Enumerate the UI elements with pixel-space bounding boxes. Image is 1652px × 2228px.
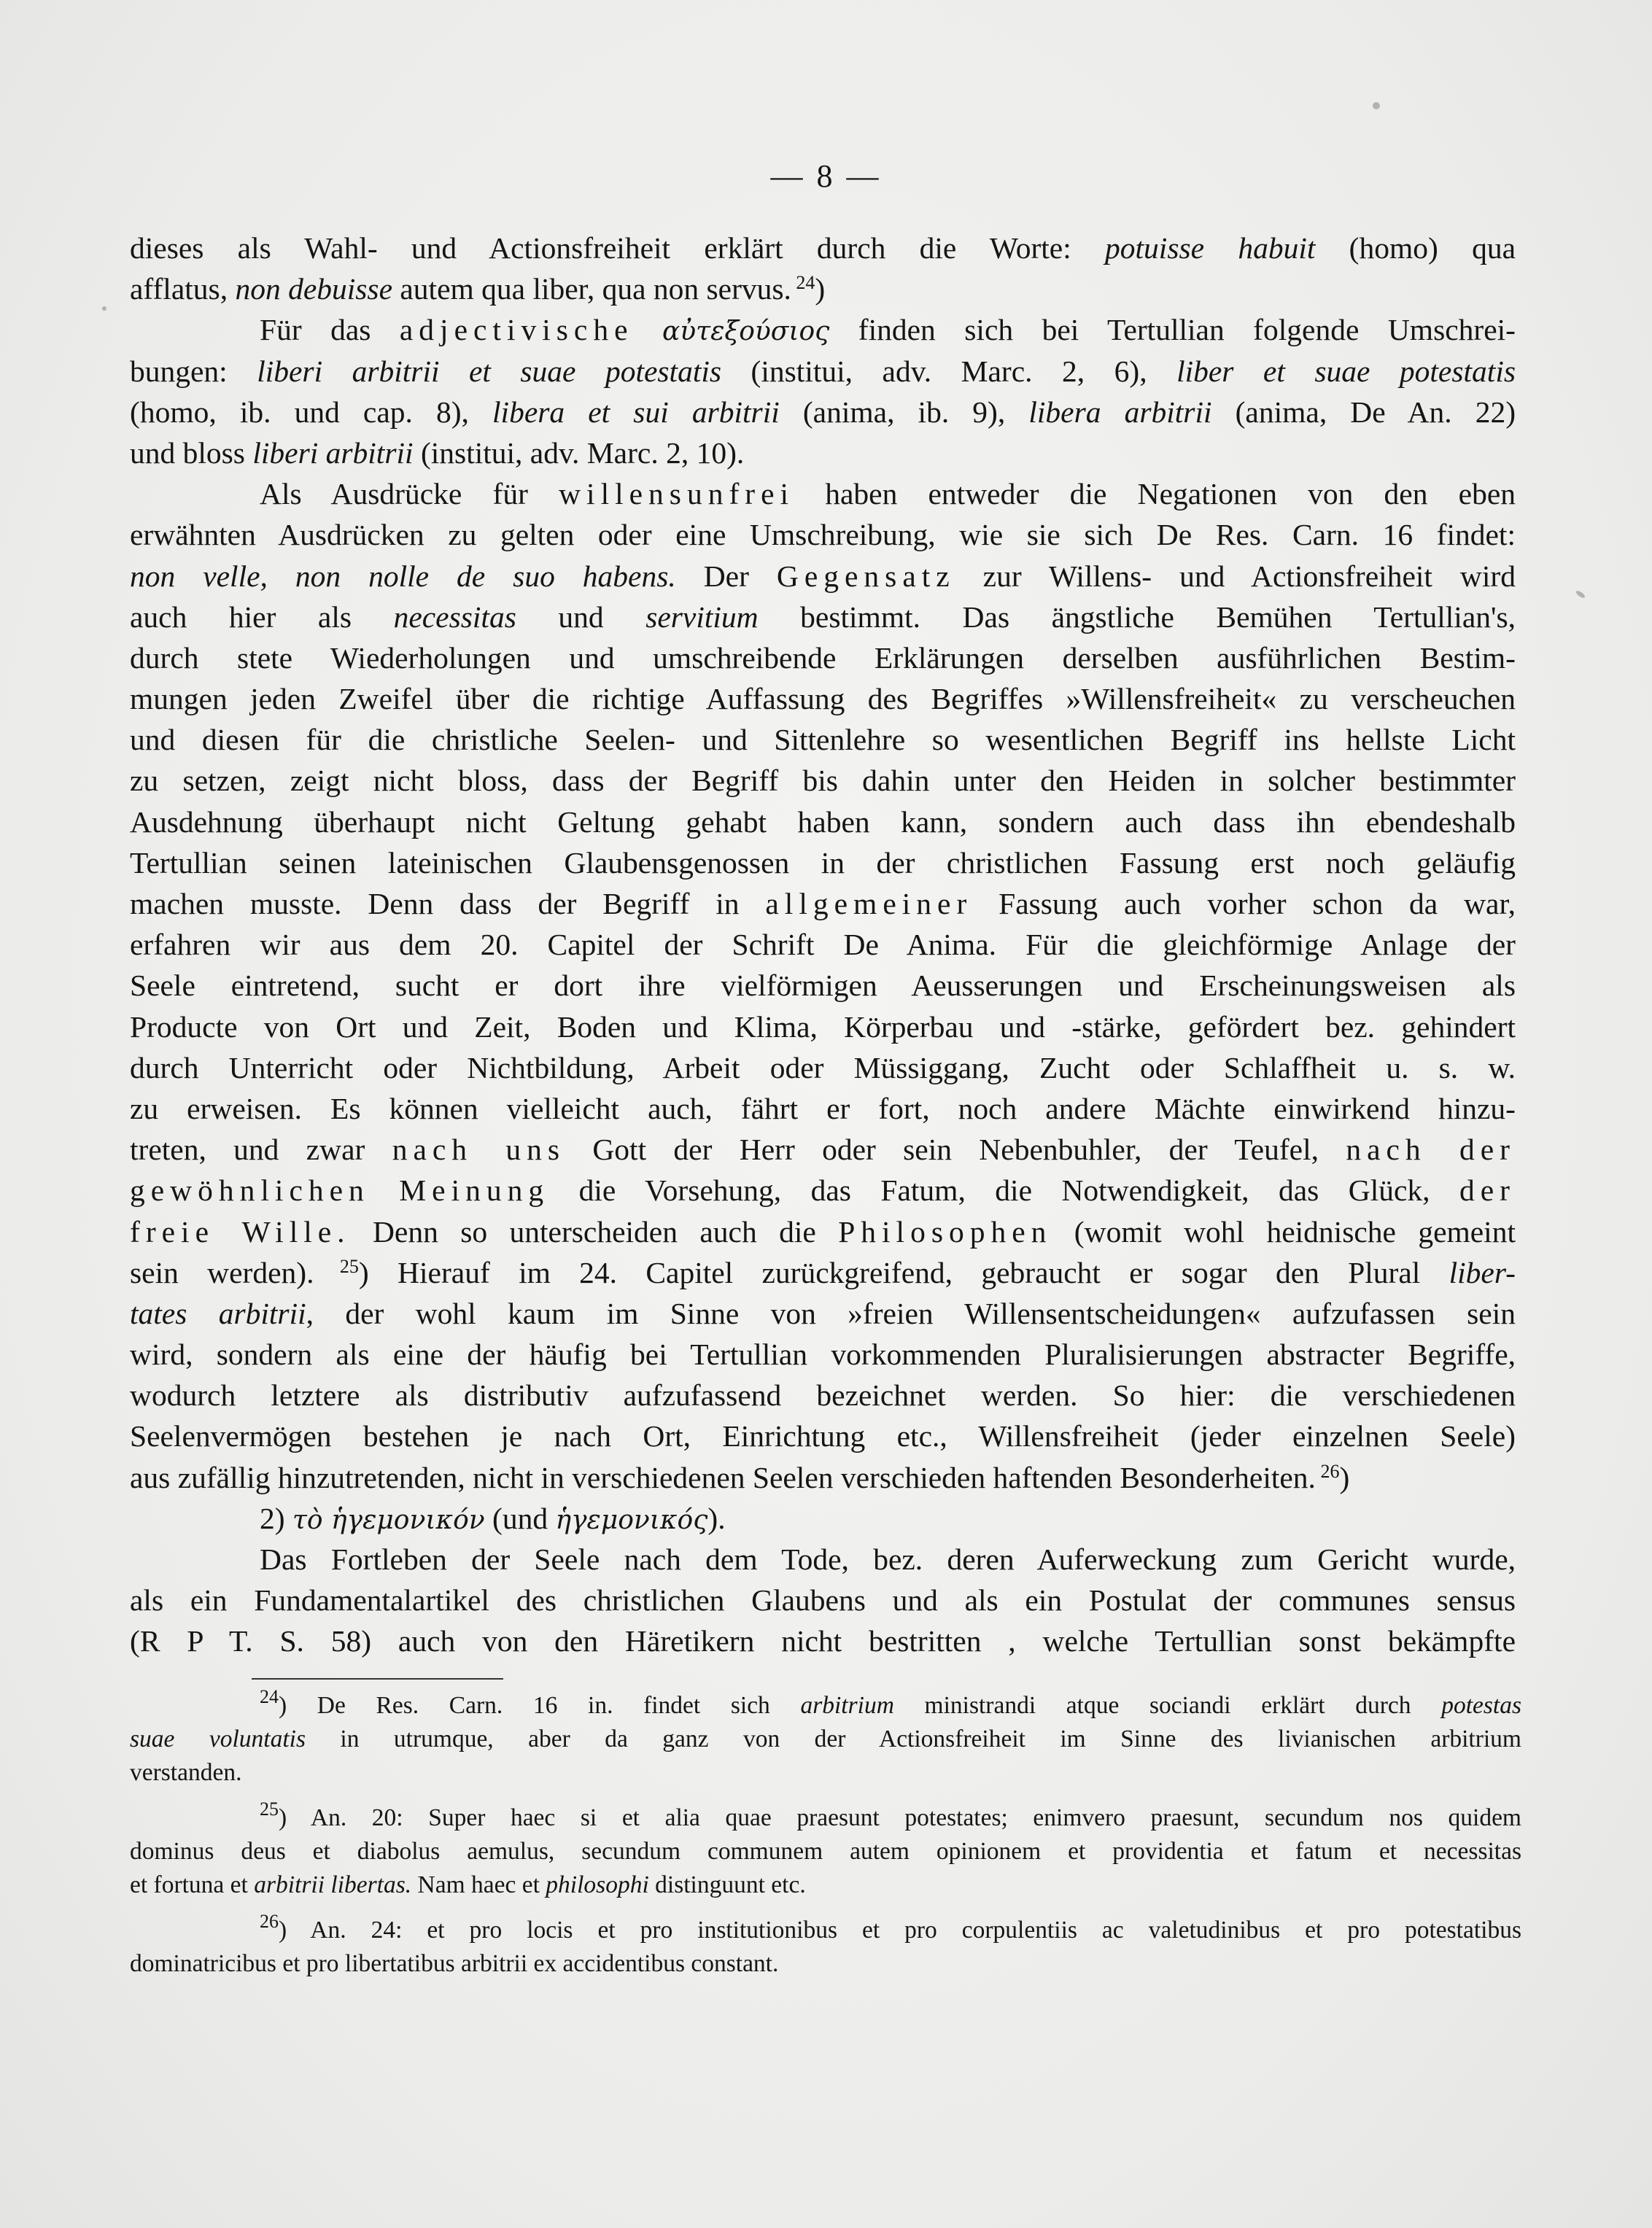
scan-speck <box>102 306 106 311</box>
text-line: bungen: liberi arbitrii et suae potestatis (institui, adv. Marc. 2, 6), liber et suae potestatis <box>130 354 1516 388</box>
text-line: auch hier als necessitas und servitium bestimmt. Das ängstliche Bemühen Tertullian's, <box>130 599 1516 634</box>
text-line: mungen jeden Zweifel über die richtige Auffassung des Begriffes »Willensfreiheit« zu verscheuchen <box>130 682 1516 716</box>
text-line: und diesen für die christliche Seelen- und Sittenlehre so wesentlichen Begriff ins hellste Licht <box>130 723 1516 757</box>
text-line: Das Fortleben der Seele nach dem Tode, bez. deren Auferweckung zum Gericht wurde, <box>260 1542 1516 1576</box>
text-line: gewöhnlichen Meinung die Vorsehung, das Fatum, die Notwendigkeit, das Glück, der <box>130 1173 1516 1208</box>
text-line: Tertullian seinen lateinischen Glaubensgenossen in der christlichen Fassung erst noch geläufig <box>130 845 1516 880</box>
text-line: Seele eintretend, sucht er dort ihre vielförmigen Aeusserungen und Erscheinungsweisen als <box>130 969 1516 1003</box>
footnote-line: et fortuna et arbitrii libertas. Nam haec et philosophi distinguunt etc. <box>130 1871 806 1898</box>
footnote-line: suae voluntatis in utrumque, aber da ganz von der Actionsfreiheit im Sinne des livianischen arbitrium <box>130 1726 1521 1752</box>
text-line: zu setzen, zeigt nicht bloss, dass der Begriff bis dahin unter den Heiden in solcher bestimmter <box>130 764 1516 798</box>
text-line: erfahren wir aus dem 20. Capitel der Schrift De Anima. Für die gleichförmige Anlage der <box>130 928 1516 962</box>
scan-speck <box>1373 102 1380 109</box>
text-line: wird, sondern als eine der häufig bei Tertullian vorkommenden Pluralisierungen abstracter Begriffe, <box>130 1338 1516 1372</box>
text-line: (homo, ib. und cap. 8), libera et sui arbitrii (anima, ib. 9), libera arbitrii (anima, De An. 22) <box>130 395 1516 429</box>
footnote-rule <box>252 1678 503 1680</box>
page-number: — 8 — <box>770 158 882 194</box>
main-text <box>130 228 1516 1662</box>
scan-speck <box>1575 590 1586 599</box>
text-line: zu erweisen. Es können vielleicht auch, fährt er fort, noch andere Mächte einwirkend hinzu- <box>130 1091 1516 1125</box>
text-line: machen musste. Denn dass der Begriff in allgemeiner Fassung auch vorher schon da war, <box>130 887 1516 920</box>
text-line: Producte von Ort und Zeit, Boden und Klima, Körperbau und -stärke, gefördert bez. gehindert <box>130 1009 1516 1044</box>
footnote-line: $^{26}$) An. 24: et pro locis et pro institutionibus et pro corpulentiis ac valetudinibus et pro potestatibus <box>260 1911 1521 1944</box>
footnote-line: dominatricibus et pro libertatibus arbitrii ex accidentibus constant. <box>130 1950 779 1977</box>
text-line: tates arbitrii, der wohl kaum im Sinne von »freien Willensentscheidungen« aufzufassen sein <box>130 1296 1516 1330</box>
text-line: Seelenvermögen bestehen je nach Ort, Einrichtung etc., Willensfreiheit (jeder einzelnen Seele) <box>130 1419 1516 1453</box>
text-line: als ein Fundamentalartikel des christlichen Glaubens und als ein Postulat der communes sensus <box>130 1583 1516 1618</box>
text-line: Als Ausdrücke für willensunfrei haben entweder die Negationen von den eben <box>260 477 1516 511</box>
text-line: wodurch letztere als distributiv aufzufassend bezeichnet werden. So hier: die verschiedenen <box>130 1378 1516 1413</box>
footnote-line: $^{24}$) De Res. Carn. 16 in. findet sich arbitrium ministrandi atque sociandi erklärt durch potestas <box>260 1686 1521 1719</box>
text-line: afflatus, non debuisse autem qua liber, qua non servus. $^{24}$) <box>130 272 826 306</box>
text-line: Für das adjectivische αὐτεξούσιος finden sich bei Tertullian folgende Umschrei- <box>260 313 1516 347</box>
text-line: treten, und zwar nach uns Gott der Herr oder sein Nebenbuhler, der Teufel, nach der <box>130 1133 1516 1167</box>
footnote-line: verstanden. <box>130 1759 242 1786</box>
text-line: Ausdehnung überhaupt nicht Geltung gehabt haben kann, sondern auch dass ihn ebendeshalb <box>130 804 1516 839</box>
footnotes <box>130 1686 1521 1981</box>
text-line: und bloss liberi arbitrii (institui, adv. Marc. 2, 10). <box>130 435 745 470</box>
text-line: aus zufällig hinzutretenden, nicht in verschiedenen Seelen verschieden haftenden Besonderheiten. $^{26}$) <box>130 1460 1350 1494</box>
footnote-line: dominus deus et diabolus aemulus, secundum communem autem opinionem et providentia et fatum et necessitas <box>130 1838 1521 1865</box>
text-line: sein werden). $^{25}$) Hierauf im 24. Capitel zurückgreifend, gebraucht er sogar den Plural liber- <box>130 1255 1516 1289</box>
text-line: durch stete Wiederholungen und umschreibende Erklärungen derselben ausführlichen Bestim- <box>130 640 1516 675</box>
text-line: dieses als Wahl- und Actionsfreiheit erklärt durch die Worte: potuisse habuit (homo) qua <box>130 231 1516 265</box>
text-line: durch Unterricht oder Nichtbildung, Arbeit oder Müssiggang, Zucht oder Schlaffheit u. s. w. <box>130 1050 1516 1084</box>
text-line: (R P T. S. 58) auch von den Häretikern nicht bestritten , welche Tertullian sonst bekämpfte <box>130 1624 1516 1658</box>
footnote-line: $^{25}$) An. 20: Super haec si et alia quae praesunt potestates; enimvero praesunt, secundum nos quidem <box>260 1798 1521 1831</box>
text-line: freie Wille. Denn so unterscheiden auch die Philosophen (womit wohl heidnische gemeint <box>130 1214 1516 1249</box>
text-line: erwähnten Ausdrücken zu gelten oder eine Umschreibung, wie sie sich De Res. Carn. 16 findet: <box>130 518 1516 552</box>
text-line: non velle, non nolle de suo habens. Der Gegensatz zur Willens- und Actionsfreiheit wird <box>130 559 1516 593</box>
section-heading: 2) τὸ ἡγεμονικόν (und ἡγεμονικός). <box>260 1501 726 1535</box>
